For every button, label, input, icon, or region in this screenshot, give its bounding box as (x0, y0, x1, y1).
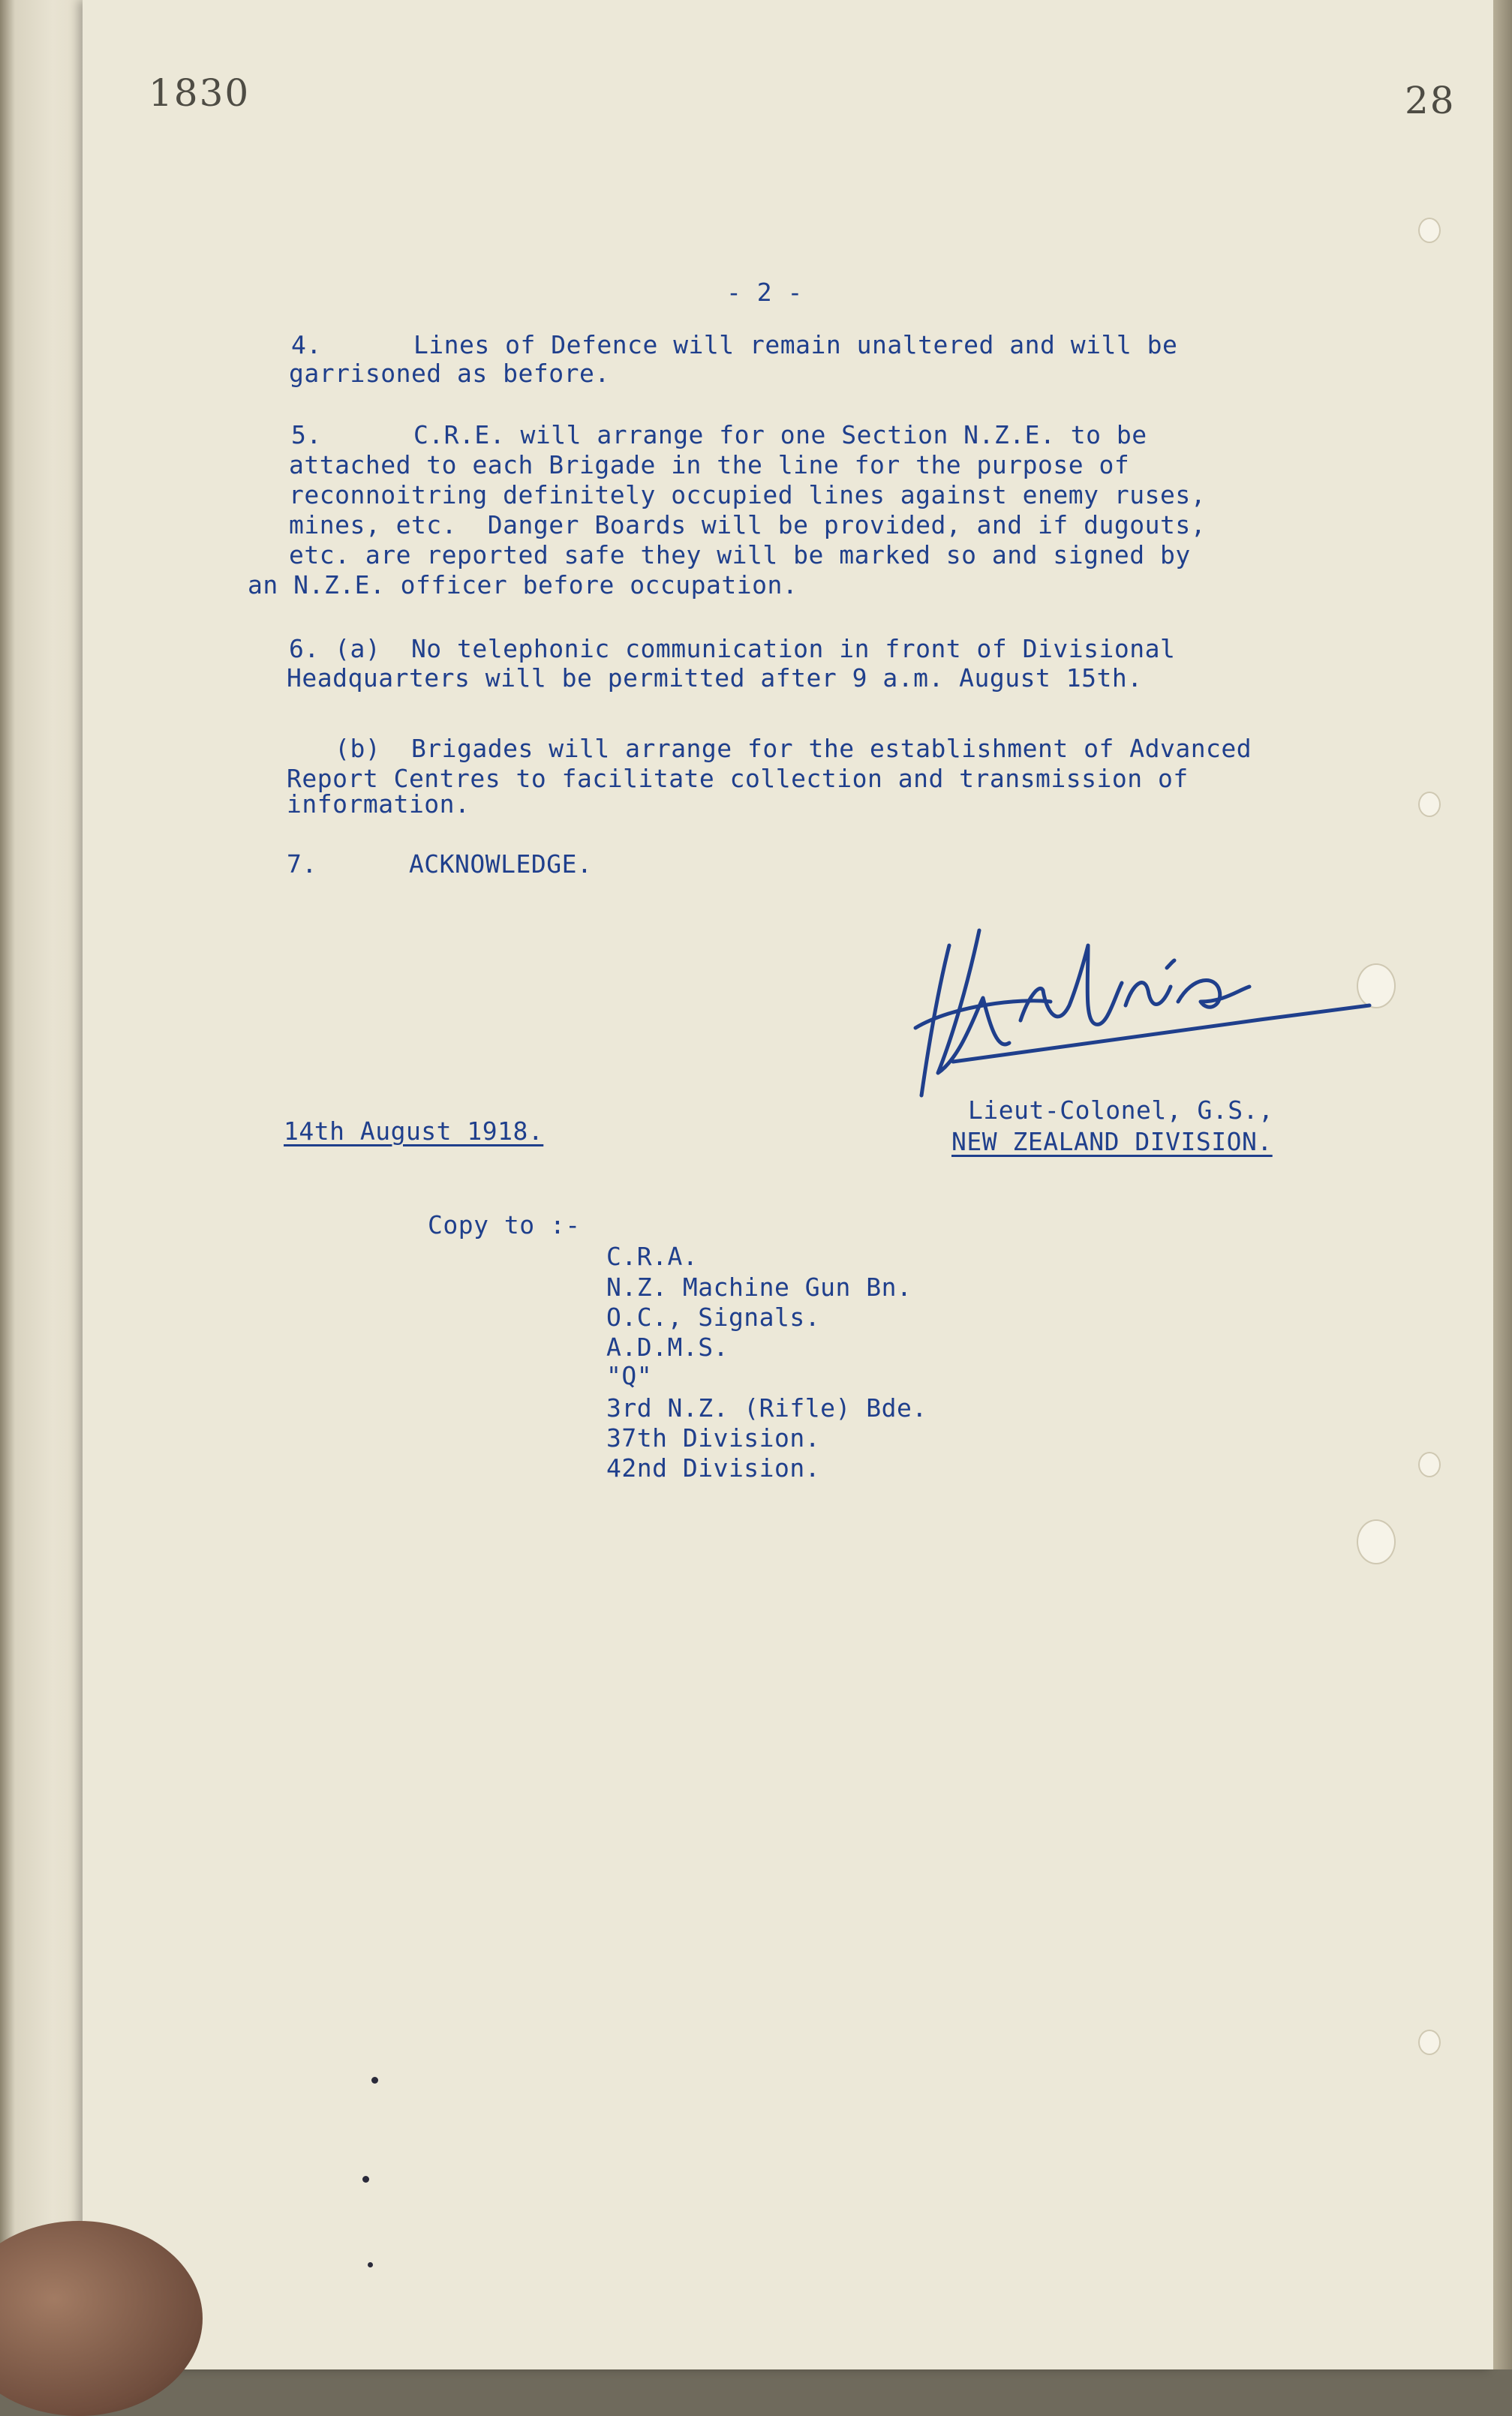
recipient: C.R.A. (606, 1242, 699, 1271)
ink-speck (368, 2262, 373, 2267)
page-edge (1493, 0, 1512, 2369)
document-date: 14th August 1918. (284, 1116, 544, 1146)
recipient: A.D.M.S. (606, 1333, 729, 1362)
copy-to-label: Copy to :- (428, 1210, 581, 1240)
recipient: "Q" (606, 1361, 653, 1390)
punch-hole (1418, 1452, 1441, 1477)
recipient: O.C., Signals. (606, 1303, 821, 1332)
paragraph-6b-line-2: Report Centres to facilitate collection and transmission of (287, 764, 1189, 793)
paragraph-5-line-5: etc. are reported safe they will be marked so and signed by (289, 540, 1191, 569)
paragraph-6b-line-1: (b) Brigades will arrange for the establishment of Advanced (289, 734, 1252, 763)
paragraph-5-line-4: mines, etc. Danger Boards will be provided, and if dugouts, (289, 510, 1207, 539)
punch-hole (1418, 792, 1441, 817)
punch-hole (1418, 2030, 1441, 2055)
ink-speck (362, 2176, 369, 2183)
punch-hole (1357, 1519, 1396, 1564)
paragraph-7: 7. ACKNOWLEDGE. (287, 849, 593, 879)
folio-number: 28 (1405, 79, 1456, 122)
paragraph-6a-line-2: Headquarters will be permitted after 9 a.m. August 15th. (287, 663, 1143, 693)
paragraph-5-line-3: reconnoitring definitely occupied lines against enemy ruses, (289, 480, 1207, 509)
paragraph-5-line-1: 5. C.R.E. will arrange for one Section N.Z.E. to be (291, 420, 1147, 449)
paragraph-5-line-2: attached to each Brigade in the line for the purpose of (289, 450, 1130, 479)
paragraph-6a-line-1: 6. (a) No telephonic communication in front of Divisional (289, 634, 1176, 663)
recipient: 3rd N.Z. (Rifle) Bde. (606, 1393, 927, 1423)
paragraph-5-line-6: an N.Z.E. officer before occupation. (248, 570, 798, 599)
signatory-rank: Lieut-Colonel, G.S., (968, 1095, 1274, 1125)
recipient: 42nd Division. (606, 1453, 821, 1483)
punch-hole (1418, 218, 1441, 243)
paragraph-6b-line-3: information. (287, 789, 470, 819)
ink-speck (371, 2077, 378, 2084)
paragraph-4-line-1: 4. Lines of Defence will remain unaltered and will be (291, 330, 1178, 359)
signatory-unit: NEW ZEALAND DIVISION. (951, 1127, 1273, 1156)
paragraph-4-line-2: garrisoned as before. (289, 359, 610, 388)
recipient: 37th Division. (606, 1423, 821, 1453)
page-marker: - 2 - (726, 278, 803, 307)
recipient: N.Z. Machine Gun Bn. (606, 1273, 912, 1302)
handwritten-signature (908, 915, 1388, 1110)
archive-number: 1830 (149, 71, 251, 115)
